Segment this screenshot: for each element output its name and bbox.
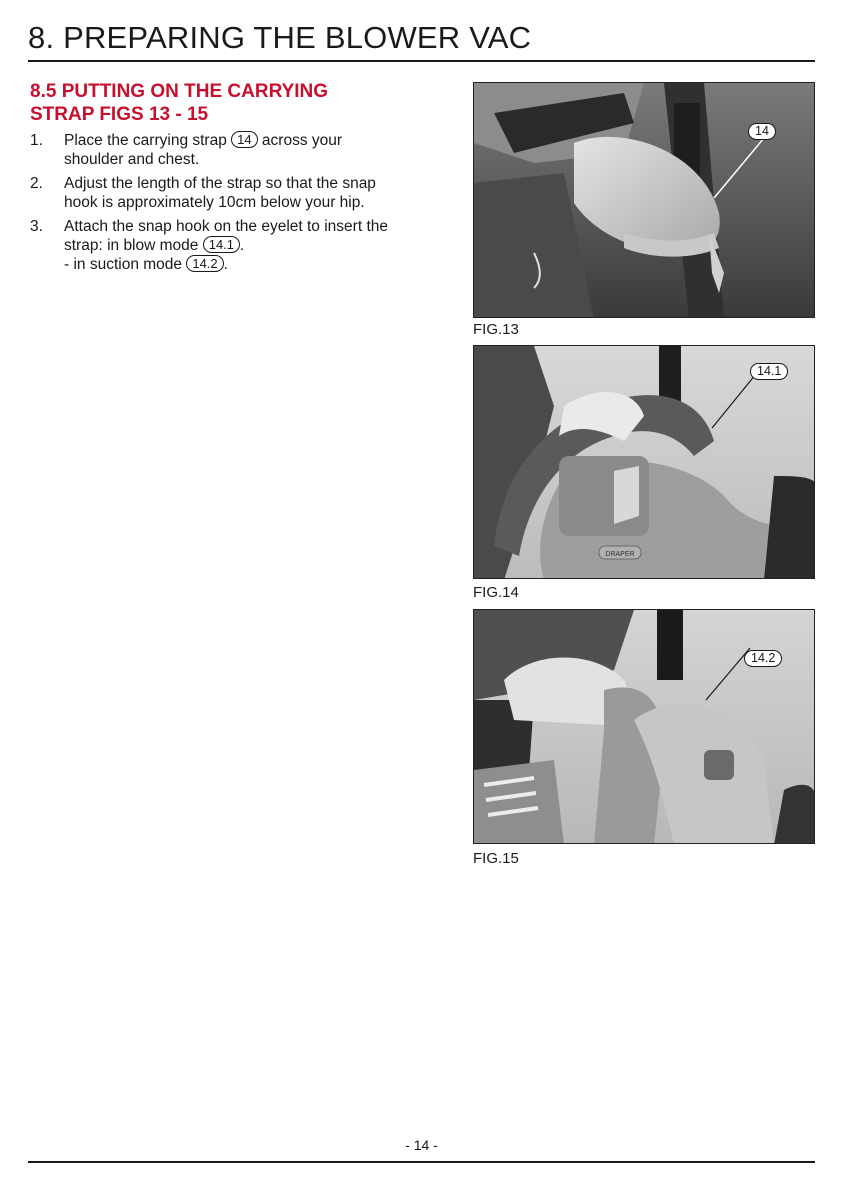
page-number: - 14 - [405,1137,438,1153]
step-text: Place the carrying strap [64,132,227,149]
step-3-line-2 [64,236,442,255]
section-heading-line-2: STRAP FIGS 13 - 15 [30,104,209,125]
figure-13-photo [473,82,815,318]
page-title: 8. PREPARING THE BLOWER VAC [28,20,532,55]
figure-13-caption: FIG.13 [473,321,519,338]
step-text: - in suction mode [64,256,183,273]
footer-divider [28,1161,815,1163]
step-3-line-1: Attach the snap hook on the eyelet to insert the [64,218,388,235]
step-3 [30,217,442,274]
part-callout-14-2: 14.2 [186,255,223,272]
step-1-line-2: shoulder and chest. [64,151,200,168]
figure-13-callout: 14 [748,123,776,140]
part-callout-14-1: 14.1 [203,236,240,253]
part-callout-14: 14 [231,131,257,148]
figure-15-illustration [474,610,815,844]
step-2-line-2: hook is approximately 10cm below your hip. [64,194,365,211]
step-text: . [223,256,228,273]
step-2-line-1: Adjust the length of the strap so that the snap [64,175,376,192]
step-text: across your [261,132,343,149]
figure-14-callout: 14.1 [750,363,788,380]
header-divider [28,60,815,62]
figure-14-photo [473,345,815,579]
section-heading-line-1: 8.5 PUTTING ON THE CARRYING [30,81,329,102]
step-text: . [240,237,245,254]
step-number: 2. [30,175,43,192]
section-heading [30,80,440,126]
brand-badge-text: DRAPER [605,551,635,558]
instruction-steps [30,131,442,279]
figure-15-callout: 14.2 [744,650,782,667]
step-2 [30,174,442,212]
figure-14-illustration [474,346,815,579]
figure-14-caption: FIG.14 [473,584,519,601]
step-1-line-1 [64,131,442,150]
step-number: 3. [30,218,43,235]
step-number: 1. [30,132,43,149]
step-1 [30,131,442,169]
figure-13-illustration [474,83,815,318]
figure-15-caption: FIG.15 [473,850,519,867]
figure-15-photo [473,609,815,844]
step-text: strap: in blow mode [64,237,199,254]
step-3-line-3 [64,255,442,274]
